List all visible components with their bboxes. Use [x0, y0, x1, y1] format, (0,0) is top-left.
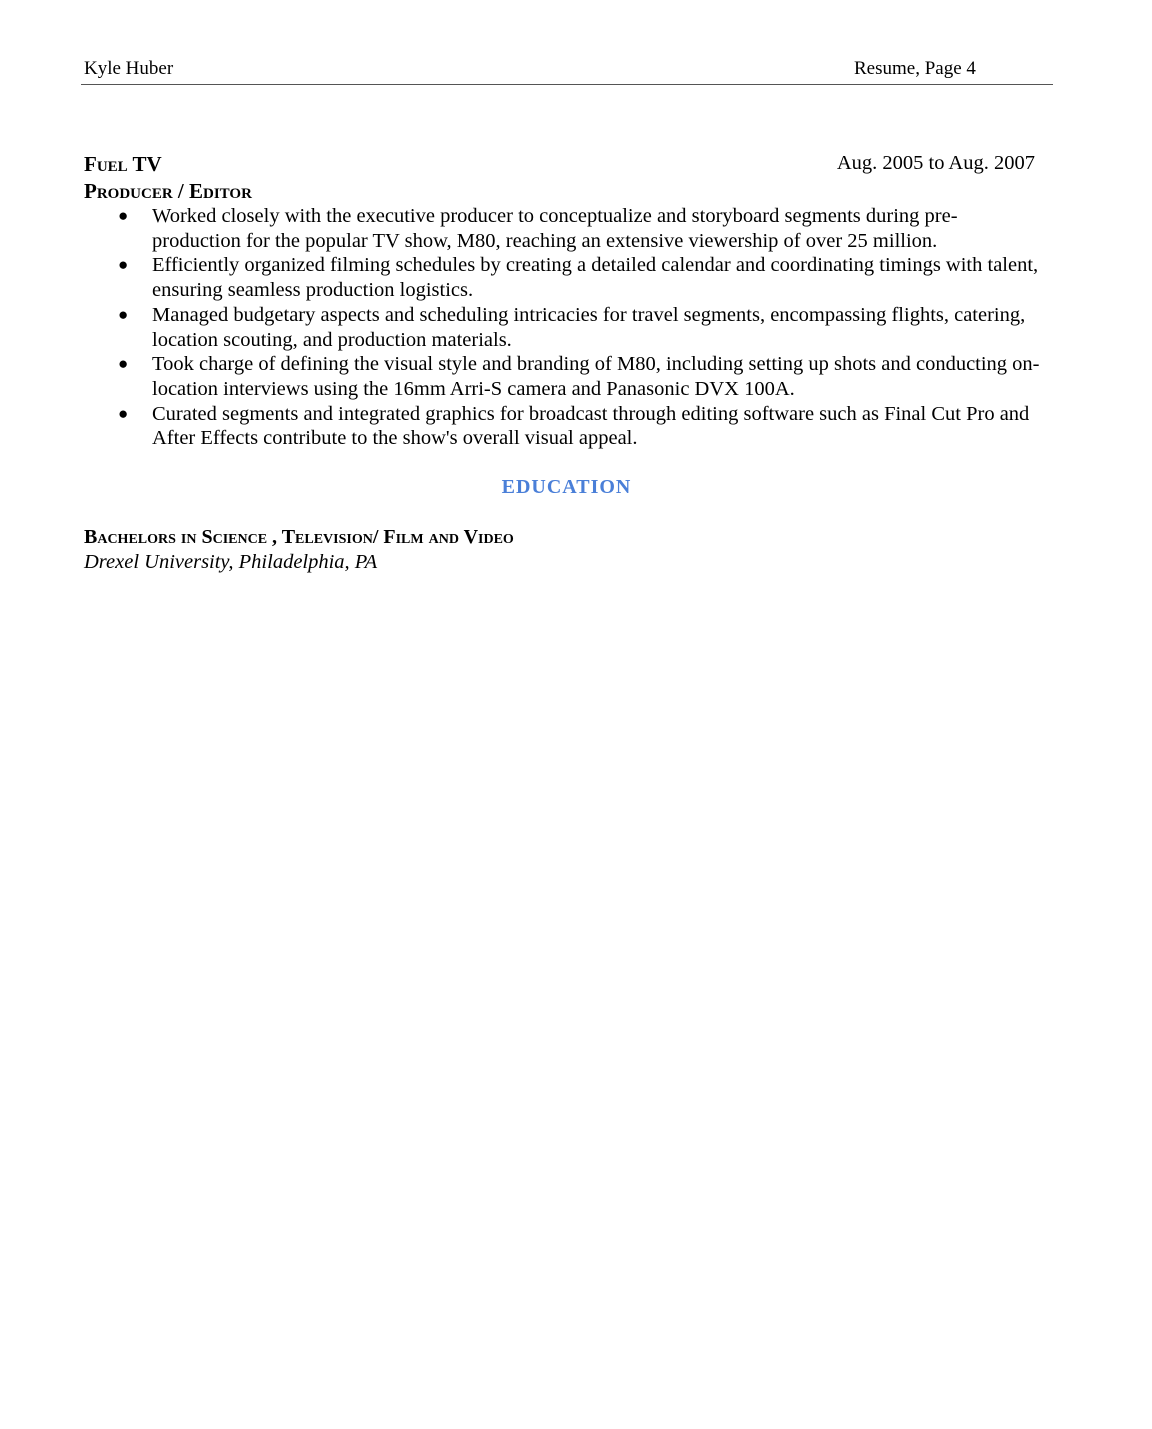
degree-title: Bachelors in Science , Television/ Film and Video [84, 526, 514, 548]
bullet-text: Curated segments and integrated graphics for broadcast through editing software such as Final Cut Pro and After Effects contribute to the show's overall visual appeal. [152, 402, 1030, 450]
school-name: Drexel University, Philadelphia, PA [84, 551, 378, 573]
responsibilities-list [84, 204, 1044, 451]
list-item [84, 253, 1044, 302]
job-title: Producer / Editor [84, 179, 252, 203]
bullet-text: Worked closely with the executive producer to conceptualize and storyboard segments during pre-production for the popular TV show, M80, reaching an extensive viewership of over 25 million. [152, 205, 958, 252]
bullet-text: Took charge of defining the visual style and branding of M80, including setting up shots and conducting on-location interviews using the 16mm Arri-S camera and Panasonic DVX 100A. [152, 353, 1040, 400]
bullet-icon: ● [118, 304, 129, 324]
list-item [84, 352, 1044, 401]
bullet-icon: ● [118, 354, 129, 374]
education-entry [84, 524, 514, 575]
header-page-label: Resume, Page 4 [854, 58, 976, 79]
header-name: Kyle Huber [84, 58, 174, 79]
bullet-text: Managed budgetary aspects and scheduling intricacies for travel segments, encompassing flights, catering, location scouting, and production materials. [152, 303, 1026, 351]
list-item [84, 402, 1044, 451]
page-header [81, 56, 1053, 85]
experience-entry [84, 152, 1044, 451]
employment-dates: Aug. 2005 to Aug. 2007 [836, 152, 1035, 174]
bullet-icon: ● [118, 206, 129, 225]
bullet-icon: ● [118, 403, 129, 423]
list-item [84, 204, 1044, 253]
education-heading: EDUCATION [501, 476, 632, 498]
list-item [84, 303, 1044, 352]
company-name: Fuel TV [84, 152, 162, 176]
bullet-icon: ● [118, 255, 129, 275]
bullet-text: Efficiently organized filming schedules by creating a detailed calendar and coordinating timings with talent, ensuring seamless production logistics. [152, 254, 1039, 302]
